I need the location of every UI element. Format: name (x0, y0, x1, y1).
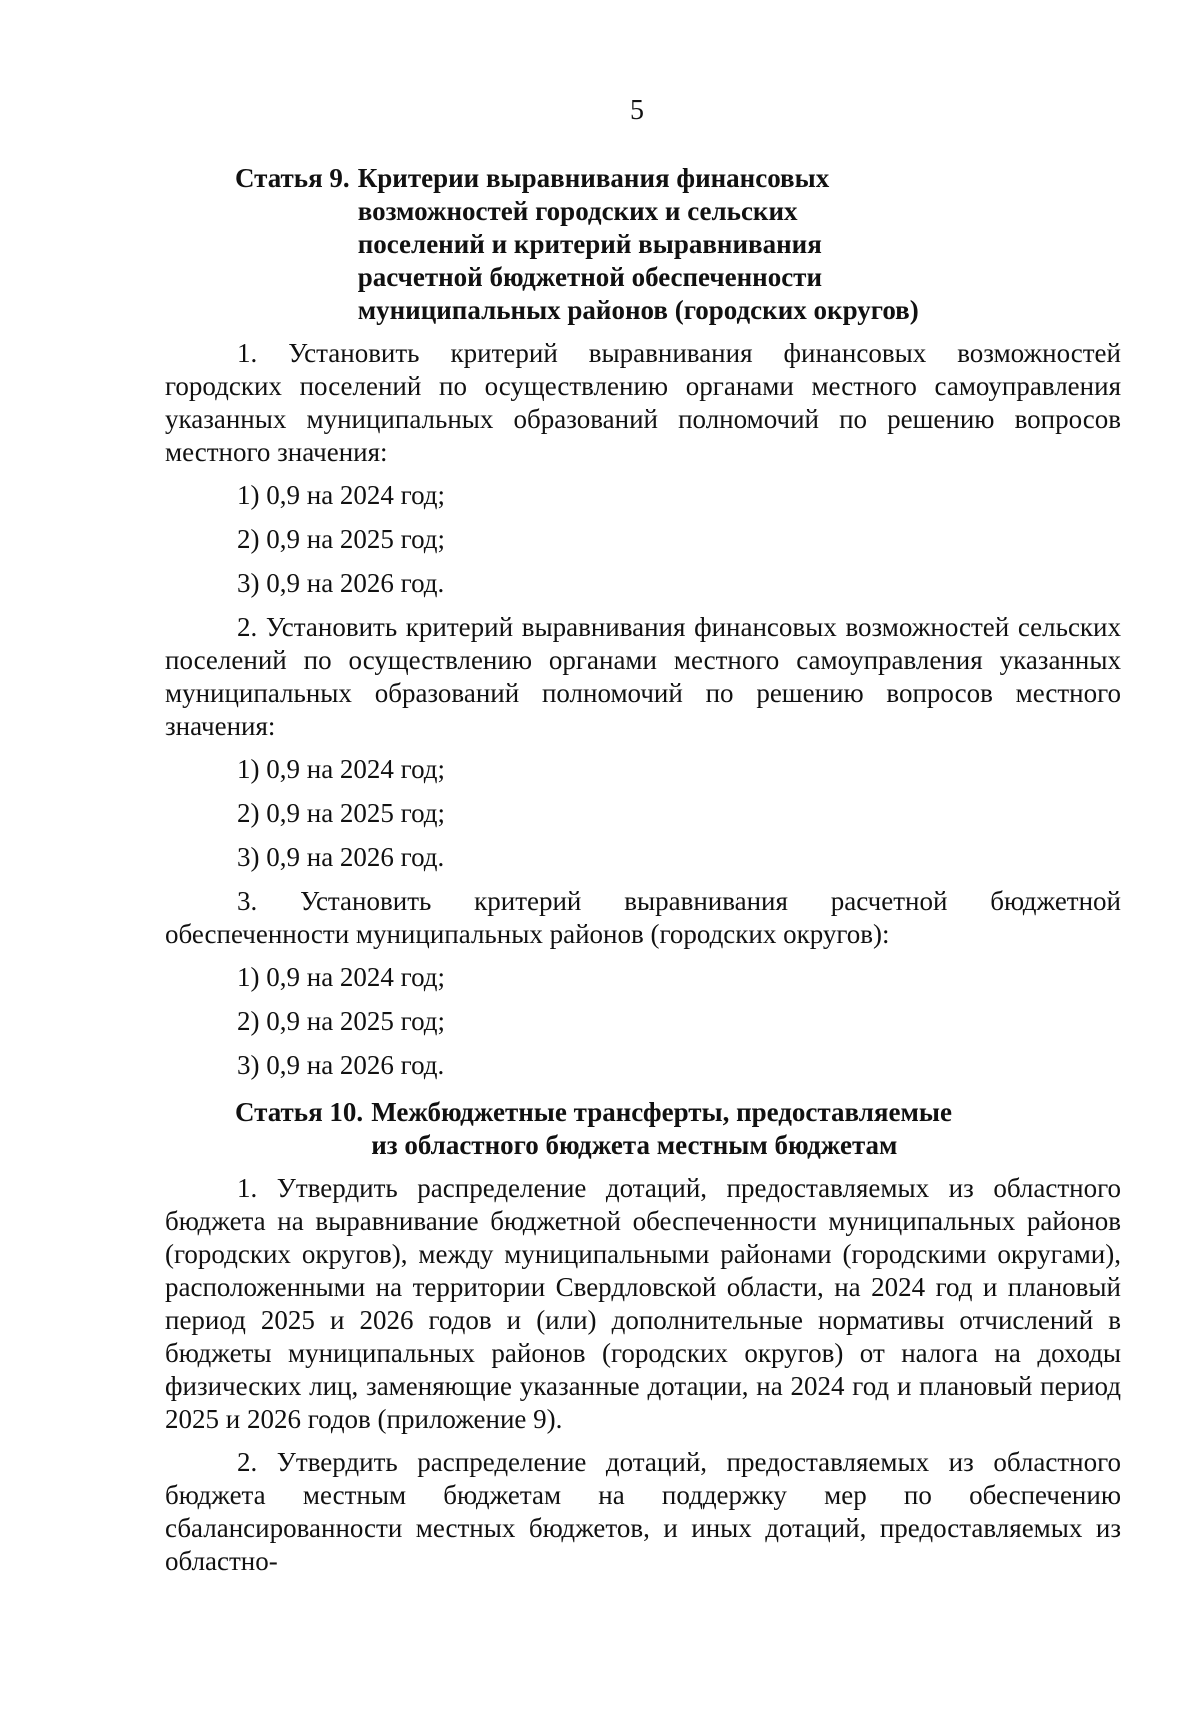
article-9-title (350, 162, 919, 327)
article-9-label: Статья 9. (235, 163, 350, 193)
article-9-part-1: 1. Установить критерий выравнивания финансовых возможностей городских поселений по осуществлению органами местного самоуправления указанных муниципальных образований полномочий по решению вопросов местного значения: (165, 338, 1121, 467)
list-item: 2) 0,9 на 2025 год; (237, 798, 446, 828)
article-9-title-line: муниципальных районов (городских округов) (357, 295, 919, 325)
list-item: 1) 0,9 на 2024 год; (237, 480, 446, 510)
list-item: 3) 0,9 на 2026 год. (237, 1050, 445, 1080)
article-9-part-2-list (165, 753, 1121, 874)
article-9-heading (165, 162, 1121, 327)
article-10-part-1: 1. Утвердить распределение дотаций, предоставляемых из областного бюджета на выравнивание бюджетной обеспеченности муниципальных районов (городских округов), между муниципальными районами (городскими округами), расположенными на территории Свердловской области, на 2024 год и плановый период 2025 и 2026 годов и (или) дополнительные нормативы отчислений в бюджеты муниципальных районов (городских округов) от налога на доходы физических лиц, заменяющие указанные дотации, на 2024 год и плановый период 2025 и 2026 годов (приложение 9). (165, 1173, 1121, 1434)
article-10-heading (165, 1096, 1121, 1162)
list-item: 2) 0,9 на 2025 год; (237, 524, 446, 554)
list-item: 3) 0,9 на 2026 год. (237, 842, 445, 872)
article-10-title (363, 1096, 952, 1162)
article-9-part-2: 2. Установить критерий выравнивания финансовых возможностей сельских поселений по осуществлению органами местного самоуправления указанных муниципальных образований полномочий по решению вопросов местного значения: (165, 612, 1121, 741)
list-item: 2) 0,9 на 2025 год; (237, 1006, 446, 1036)
article-9-title-line: Критерии выравнивания финансовых (357, 163, 830, 193)
list-item: 1) 0,9 на 2024 год; (237, 962, 446, 992)
page-number: 5 (630, 95, 644, 126)
article-9-part-3: 3. Установить критерий выравнивания расчетной бюджетной обеспеченности муниципальных районов (городских округов): (165, 886, 1121, 949)
document-body (165, 162, 1121, 1588)
list-item: 3) 0,9 на 2026 год. (237, 568, 445, 598)
article-10-label: Статья 10. (235, 1097, 364, 1127)
article-9-title-line: расчетной бюджетной обеспеченности (357, 262, 823, 292)
list-item: 1) 0,9 на 2024 год; (237, 754, 446, 784)
article-9-title-line: поселений и критерий выравнивания (357, 229, 822, 259)
article-10-part-2: 2. Утвердить распределение дотаций, предоставляемых из областного бюджета местным бюджетам на поддержку мер по обеспечению сбалансированности местных бюджетов, и иных дотаций, предоставляемых из областно- (165, 1447, 1121, 1576)
article-9-part-1-list (165, 479, 1121, 600)
article-9-part-3-list (165, 961, 1121, 1082)
article-10-title-line: из областного бюджета местным бюджетам (371, 1130, 898, 1160)
article-9-title-line: возможностей городских и сельских (357, 196, 798, 226)
article-10-title-line: Межбюджетные трансферты, предоставляемые (371, 1097, 952, 1127)
